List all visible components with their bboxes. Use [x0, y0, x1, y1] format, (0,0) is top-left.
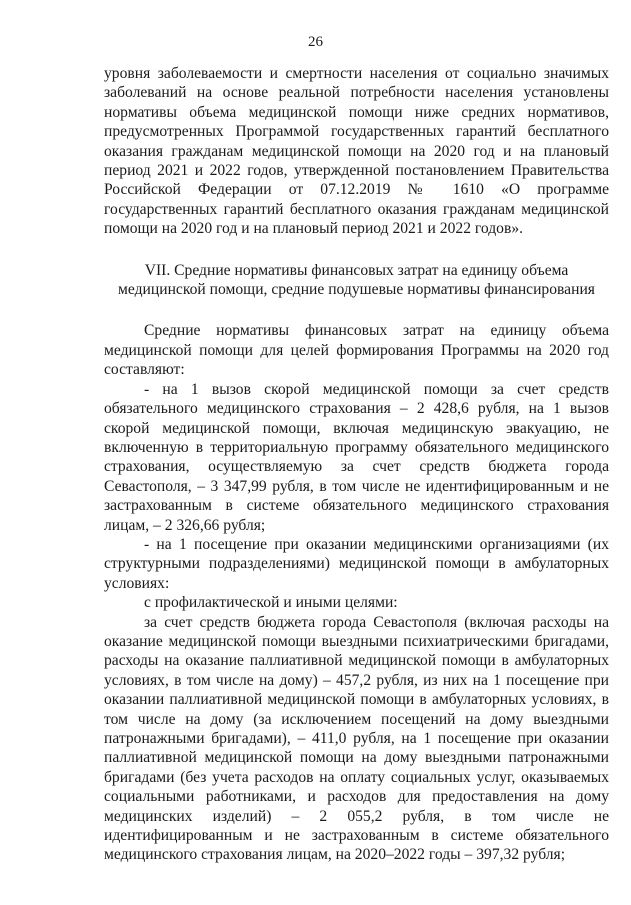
paragraph-continuation: уровня заболеваемости и смертности населения от социально значимых заболеваний на основе реальной потребности населения установлены нормативы объема медицинской помощи ниже средних нормативов, предусмотренных Программой государственных гарантий бесплатного оказания гражданам медицинской помощи на 2020 год и на плановый период 2021 и 2022 годов, утвержденной постановлением Правительства Российской Федерации от 07.12.2019 № 1610 «О программе государственных гарантий бесплатного оказания гражданам медицинской помощи на 2020 год и на плановый период 2021 и 2022 годов». [104, 65, 609, 238]
paragraph-budget: за счет средств бюджета города Севастополя (включая расходы на оказание медицинской помощи выездными психиатрическими бригадами, расходы на оказание паллиативной медицинской помощи в амбулаторных условиях, в том числе на дому) – 457,2 рубля, из них на 1 посещение при оказании паллиативной медицинской помощи в амбулаторных условиях, в том числе на дому (за исключением посещений на дому выездными патронажными бригадами), – 411,0 рубля, на 1 посещение при оказании паллиативной медицинской помощи на дому выездными патронажными бригадами (без учета расходов на оплату социальных услуг, оказываемых социальными работниками, и расходов для предоставления на дому медицинских изделий) – 2 055,2 рубля, в том числе не идентифицированным и не застрахованным в системе обязательного медицинского страхования лицам, на 2020–2022 годы – 397,32 рубля; [104, 613, 609, 864]
page-number: 26 [308, 34, 323, 50]
paragraph-outpatient: - на 1 посещение при оказании медицинскими организациями (их структурными подразделениями) медицинской помощи в амбулаторных условиях: [104, 535, 609, 592]
section-heading: VII. Средние нормативы финансовых затрат на единицу объема медицинской помощи, средние подушевые нормативы финансирования [118, 261, 595, 299]
paragraph-intro: Средние нормативы финансовых затрат на единицу объема медицинской помощи для целей формирования Программы на 2020 год составляют: [104, 322, 609, 379]
paragraph-preventive: с профилактической и иными целями: [144, 594, 398, 612]
paragraph-ambulance: - на 1 вызов скорой медицинской помощи за счет средств обязательного медицинского страхования – 2 428,6 рубля, на 1 вызов скорой медицинской помощи, включая медицинскую эвакуацию, не включенную в территориальную программу обязательного медицинского страхования, осуществляемую за счет средств бюджета города Севастополя, – 3 347,99 рубля, в том числе не идентифицированным и не застрахованным в системе обязательного медицинского страхования лицам, – 2 326,66 рубля; [104, 380, 609, 534]
document-body [104, 64, 609, 865]
